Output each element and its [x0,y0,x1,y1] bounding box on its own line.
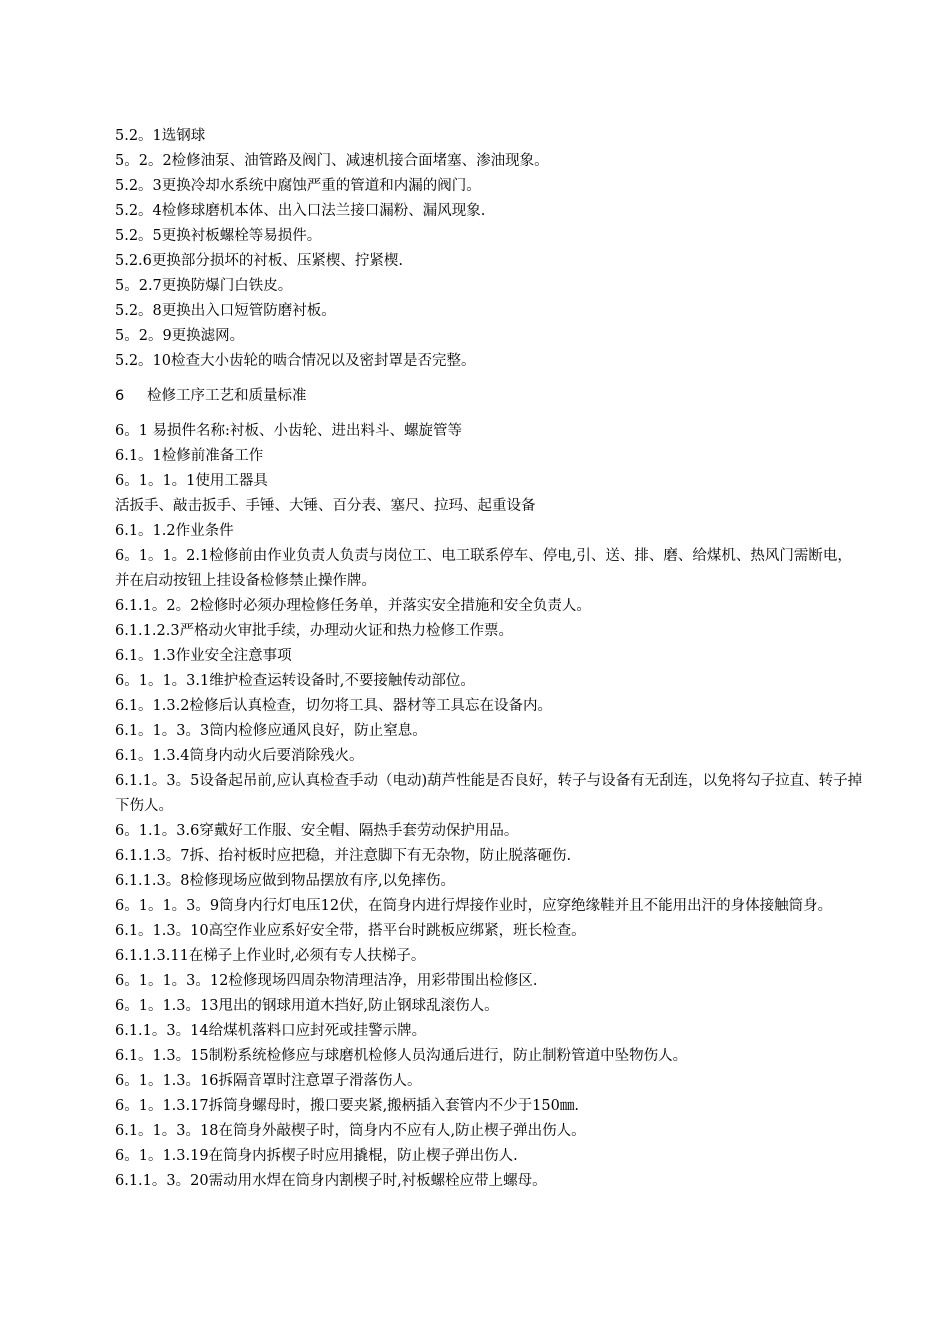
document-body [115,124,865,1194]
section-6-list [115,419,865,1194]
list-item: 6。1。1.3.17拆筒身螺母时，搬口要夹紧,搬柄插入套管内不少于150㎜. [115,1098,579,1114]
list-item: 6.1.1.3.11在梯子上作业时,必须有专人扶梯子。 [115,948,426,964]
list-item: 6.1.1.3。8检修现场应做到物品摆放有序,以免摔伤。 [115,873,456,889]
list-item: 6.1.1.2.3严格动火审批手续，办理动火证和热力检修工作票。 [115,623,514,639]
section-heading [115,384,865,409]
list-item: 6。1。1。3。12检修现场四周杂物清理洁净，用彩带围出检修区. [115,973,538,989]
list-item: 5.2。3更换冷却水系统中腐蚀严重的管道和内漏的阀门。 [115,178,481,194]
list-item: 6。1。1.3。13甩出的钢球用道木挡好,防止钢球乱滚伤人。 [115,998,499,1014]
list-item: 6.1。1检修前准备工作 [115,448,264,464]
list-item: 5。2。2检修油泵、油管路及阀门、减速机接合面堵塞、渗油现象。 [115,153,549,169]
list-item: 6.1。1.3.4筒身内动火后要消除残火。 [115,748,364,764]
list-item: 5.2。4检修球磨机本体、出入口法兰接口漏粉、漏风现象. [115,203,486,219]
section-number: 6 [115,388,125,404]
list-item: 5。2.7更换防爆门白铁皮。 [115,278,293,294]
list-item: 6。1。1。3。9筒身内行灯电压12伏，在筒身内进行焊接作业时，应穿绝缘鞋并且不能用出汗的身体接触筒身。 [115,898,833,914]
section-title: 检修工序工艺和质量标准 [147,388,307,404]
list-item: 5。2。9更换滤网。 [115,328,245,344]
list-item: 6.1。1.3作业安全注意事项 [115,648,292,664]
list-item: 6。1.1。3.6穿戴好工作服、安全帽、隔热手套劳动保护用品。 [115,823,519,839]
list-item: 6.1。1。3。3筒内检修应通风良好，防止窒息。 [115,723,427,739]
section-5-list [115,124,865,374]
list-item: 6.1。1.2作业条件 [115,523,234,539]
list-item: 6.1。1。3。18在筒身外敲楔子时，筒身内不应有人,防止楔子弹出伤人。 [115,1123,586,1139]
list-item: 5.2。8更换出入口短管防磨衬板。 [115,303,336,319]
list-item: 6。1。1.3.19在筒身内拆楔子时应用撬棍，防止楔子弹出伤人. [115,1148,518,1164]
list-item: 5.2。1选钢球 [115,128,206,144]
list-item: 6.1。1.3。15制粉系统检修应与球磨机检修人员沟通后进行，防止制粉管道中坠物伤人。 [115,1048,688,1064]
list-item: 5.2.6更换部分损坏的衬板、压紧楔、拧紧楔. [115,253,404,269]
list-item: 6.1.1。3。5设备起吊前,应认真检查手动（电动)葫芦性能是否良好，转子与设备有无刮连，以免将勾子拉直、转子掉下伤人。 [115,773,863,814]
list-item: 6.1。1.3。10高空作业应系好安全带，搭平台时跳板应绑紧，班长检查。 [115,923,586,939]
list-item: 6.1.1.3。7拆、抬衬板时应把稳，并注意脚下有无杂物，防止脱落砸伤. [115,848,572,864]
list-item: 5.2。10检查大小齿轮的啮合情况以及密封罩是否完整。 [115,353,476,369]
list-item: 6。1。1.3。16拆隔音罩时注意罩子滑落伤人。 [115,1073,422,1089]
list-item: 6。1。1。1使用工器具 [115,473,268,489]
list-item: 6。1 易损件名称:衬板、小齿轮、进出料斗、螺旋管等 [115,423,462,439]
list-item: 活扳手、敲击扳手、手锤、大锤、百分表、塞尺、拉玛、起重设备 [115,498,536,514]
list-item: 6。1。1。2.1检修前由作业负责人负责与岗位工、电工联系停车、停电,引、送、排、磨、给煤机、热风门需断电，并在启动按钮上挂设备检修禁止操作牌。 [115,548,852,589]
list-item: 6.1.1。2。2检修时必须办理检修任务单，并落实安全措施和安全负责人。 [115,598,591,614]
list-item: 6.1.1。3。14给煤机落料口应封死或挂警示牌。 [115,1023,427,1039]
list-item: 6。1。1。3.1维护检查运转设备时,不要接触传动部位。 [115,673,475,689]
list-item: 6.1.1。3。20需动用水焊在筒身内割楔子时,衬板螺栓应带上螺母。 [115,1173,547,1189]
list-item: 5.2。5更换衬板螺栓等易损件。 [115,228,322,244]
list-item: 6.1。1.3.2检修后认真检查，切勿将工具、器材等工具忘在设备内。 [115,698,552,714]
